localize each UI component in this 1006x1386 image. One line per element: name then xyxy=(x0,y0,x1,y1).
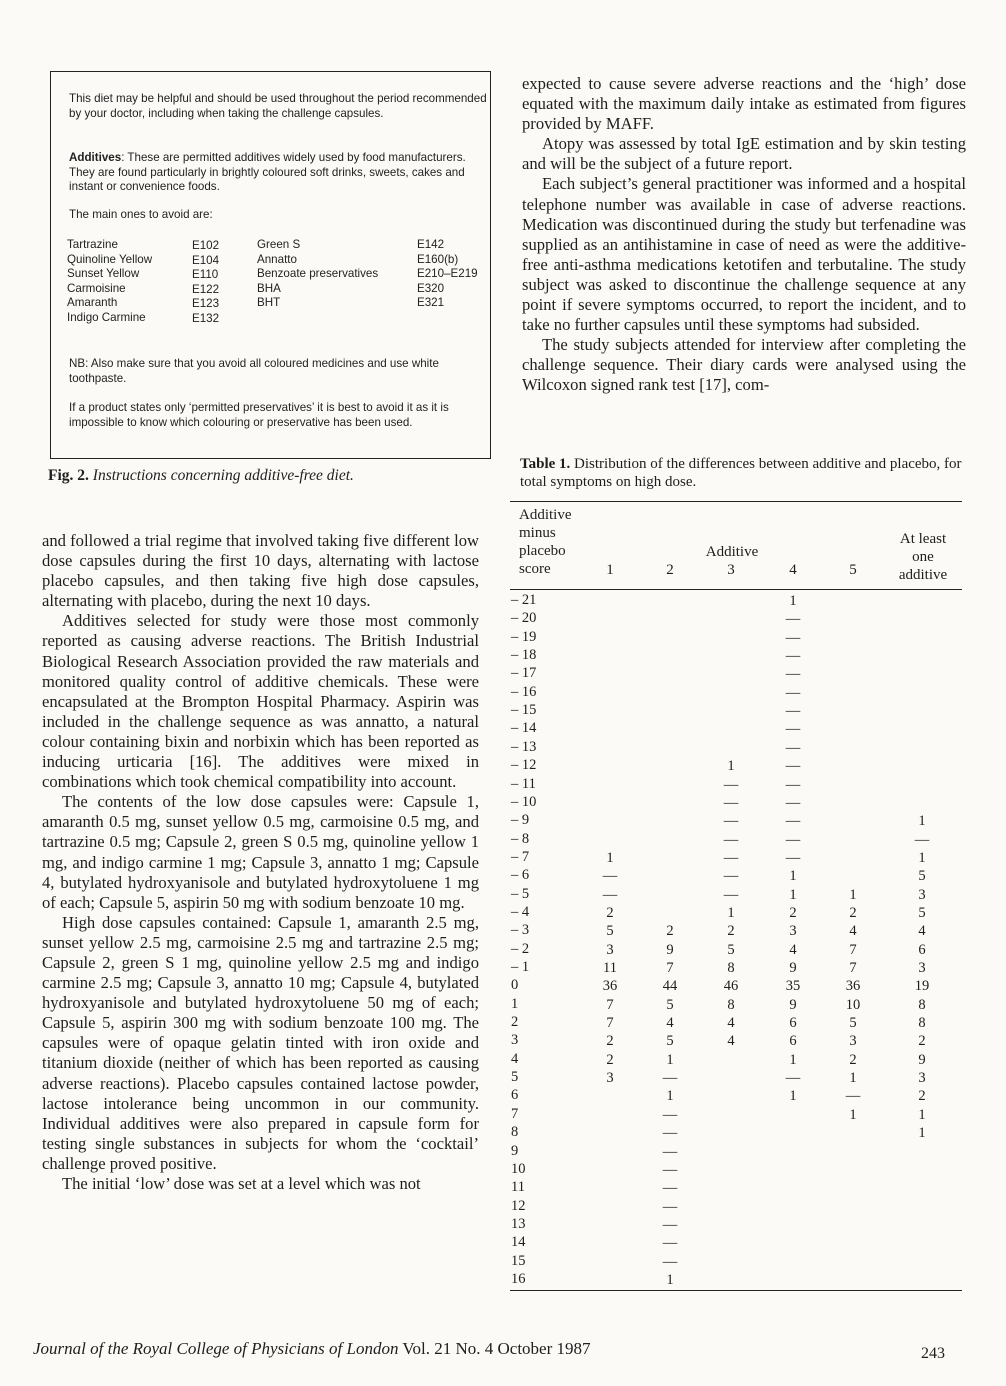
table-cell: 2 xyxy=(849,1051,857,1068)
table-cell: — xyxy=(785,739,801,756)
additive-name: Annatto xyxy=(257,252,297,266)
table-cell: 3 xyxy=(918,886,926,903)
table-cell: 3 xyxy=(849,1033,857,1050)
table-header-additive: Additive xyxy=(705,544,759,560)
right-paragraph-2: Atopy was assessed by total IgE estimation and by skin testing and will be the subject of a future report. xyxy=(522,134,966,174)
additive-code: E110 xyxy=(192,268,219,282)
table-cell: — xyxy=(723,886,739,903)
table-score-cell: 11 xyxy=(511,1179,525,1196)
table-score-cell: – 4 xyxy=(511,903,530,920)
table-cell: — xyxy=(662,1180,678,1197)
table-cell: 3 xyxy=(606,941,614,958)
table-cell: — xyxy=(785,1070,801,1087)
table-cell: 7 xyxy=(666,960,674,976)
right-paragraph-4: The study subjects attended for interview after completing the challenge sequence. Their diary cards were analysed using the Wilcoxon signed rank test [17], com- xyxy=(522,335,966,395)
table-cell: 11 xyxy=(603,960,617,976)
table-score-cell: – 21 xyxy=(511,592,537,608)
table-cell: 1 xyxy=(666,1271,674,1288)
additive-code: E132 xyxy=(192,311,220,325)
table-cell: — xyxy=(723,868,739,885)
table-cell: 10 xyxy=(845,996,861,1013)
table-cell: — xyxy=(723,813,739,830)
table-cell: — xyxy=(723,794,739,811)
table-score-cell: – 8 xyxy=(511,830,530,847)
additive-code: E142 xyxy=(417,238,445,251)
table-cell: 1 xyxy=(849,1070,857,1087)
figure-nb: NB: Also make sure that you avoid all coloured medicines and use white toothpaste. xyxy=(69,357,439,385)
additives-label: Additives xyxy=(69,151,122,164)
figure-caption-text: Instructions concerning additive-free diet. xyxy=(92,467,354,484)
figure-caption xyxy=(48,467,488,485)
table-score-cell: – 17 xyxy=(511,665,537,682)
table-cell: 1 xyxy=(666,1051,674,1068)
table-cell: 5 xyxy=(606,923,614,940)
right-paragraph-3: Each subject’s general practitioner was informed and a hospital telephone number was available in case of adverse reactions. Medication was discontinued during the study but terfenadine was supplied as an antihistamine in case of need as were the additive-free anti-asthma medications ketotifen and terbutaline. The study subject was asked to discontinue the challenge sequence at any point if severe symptoms occurred, to report the incident, and to take no further capsules until these symptoms had subsided. xyxy=(522,174,966,335)
table-cell: 7 xyxy=(849,941,857,958)
table-cell: — xyxy=(662,1143,678,1160)
left-paragraph-2: Additives selected for study were those most commonly reported as causing adverse reactions. The British Industrial Biological Research Association provided the raw materials and monitored quality control of additive chemicals. These were encapsulated at the Brompton Hospital Pharmacy. Aspirin was included in the challenge sequence as was annatto, a natural colour containing bixin and norbixin which has been reported as inducing urticaria [16]. The additives were mixed in combinations which took chemical compatibility into account. xyxy=(42,611,479,792)
table-cell: — xyxy=(602,886,618,903)
table-cell: 3 xyxy=(606,1070,614,1087)
table-bottom-rule xyxy=(510,1290,962,1291)
table-cell: 1 xyxy=(849,1106,857,1123)
table-cell: — xyxy=(662,1125,678,1142)
table-cell: — xyxy=(662,1161,678,1178)
table-title-label: Table 1. xyxy=(520,456,571,472)
table-cell: 8 xyxy=(727,960,735,976)
journal-name: Journal of the Royal College of Physicians of London xyxy=(33,1339,399,1358)
additive-name: Benzoate preservatives xyxy=(257,267,379,281)
table-header-col-4: 4 xyxy=(789,562,797,578)
table-score-cell: 9 xyxy=(511,1142,519,1159)
table-cell: 2 xyxy=(606,1051,614,1068)
table-header-col-2: 2 xyxy=(666,562,674,578)
table-cell: 2 xyxy=(606,904,614,921)
table-cell: 4 xyxy=(918,923,926,940)
table-score-cell: – 7 xyxy=(511,848,530,865)
table-score-cell: 8 xyxy=(511,1124,519,1141)
table-header-score: Additive minus placebo score xyxy=(519,507,572,577)
table-cell: — xyxy=(785,758,801,775)
additive-name: Sunset Yellow xyxy=(67,267,140,281)
table-cell: 2 xyxy=(666,923,674,940)
table-cell: 4 xyxy=(789,941,797,958)
table-score-cell: – 6 xyxy=(511,867,530,884)
table-cell: — xyxy=(785,831,801,848)
table-score-cell: 2 xyxy=(511,1014,519,1031)
table-cell: 2 xyxy=(849,904,857,921)
table-cell: 4 xyxy=(727,1015,735,1032)
table-cell: — xyxy=(785,684,801,701)
additive-code: E104 xyxy=(192,253,220,267)
table-score-cell: 1 xyxy=(511,995,519,1012)
table-cell: 5 xyxy=(849,1015,857,1032)
table-cell: 5 xyxy=(666,1033,674,1050)
table-cell: 3 xyxy=(789,923,797,940)
left-paragraph-3: The contents of the low dose capsules were: Capsule 1, amaranth 0.5 mg, sunset yellow 0.5 mg, carmoisine 0.5 mg, and tartrazine 0.5 mg; Capsule 2, green S 0.5 mg, quinoline yellow 1 mg, and indigo carmine 1 mg; Capsule 3, annatto 1 mg; Capsule 4, butylated hydroxyanisole and butylated hydroxytoluene 1 mg of each; Capsule 5, aspirin 50 mg with sodium benzoate 10 mg. xyxy=(42,792,479,912)
table-cell: 8 xyxy=(918,996,926,1013)
table-score-cell: – 5 xyxy=(511,885,530,902)
table-cell: — xyxy=(845,1088,861,1105)
table-cell: 1 xyxy=(606,849,614,866)
table-cell: 1 xyxy=(727,904,735,921)
table-header-col-3: 3 xyxy=(727,562,735,578)
additive-names-col2 xyxy=(257,238,378,311)
additive-name: BHA xyxy=(257,281,281,295)
additive-name: Tartrazine xyxy=(67,238,118,251)
table-cell: — xyxy=(723,831,739,848)
additive-code: E210–E219 xyxy=(417,267,478,281)
additive-code: E160(b) xyxy=(417,252,459,266)
table-cell: 2 xyxy=(918,1088,926,1105)
table-cell: 5 xyxy=(727,941,735,958)
table-cell: 1 xyxy=(666,1088,674,1105)
table-cell: — xyxy=(602,868,618,885)
table-score-cell: 3 xyxy=(511,1032,519,1049)
table-cell: — xyxy=(785,629,801,646)
table-cell: — xyxy=(785,703,801,720)
table-title xyxy=(520,456,966,491)
additive-code: E102 xyxy=(192,239,220,252)
table-cell: 5 xyxy=(666,996,674,1013)
table-cell: 6 xyxy=(789,1015,797,1032)
table-cell: 46 xyxy=(723,978,739,995)
table-score-cell: – 15 xyxy=(511,702,537,719)
left-column-text xyxy=(42,531,479,1194)
table-cell: 9 xyxy=(789,960,797,976)
table-cell: — xyxy=(785,849,801,866)
table-cell: — xyxy=(785,666,801,683)
table-cell: 2 xyxy=(918,1033,926,1050)
table-cell: — xyxy=(785,721,801,738)
table-cell: 1 xyxy=(918,1125,926,1142)
journal-issue: Vol. 21 No. 4 October 1987 xyxy=(398,1339,591,1358)
table-cell: — xyxy=(662,1235,678,1252)
table-cell: 1 xyxy=(918,813,926,830)
table-cell: 9 xyxy=(789,996,797,1013)
table-score-cell: 4 xyxy=(511,1050,519,1067)
table-cell: 3 xyxy=(918,1070,926,1087)
table-cell: — xyxy=(785,648,801,665)
additive-code: E123 xyxy=(192,297,220,311)
table-score-cell: – 18 xyxy=(511,647,537,664)
table-cell: 19 xyxy=(914,978,930,995)
table-header-col-1: 1 xyxy=(606,562,614,578)
table-score-cell: – 11 xyxy=(511,775,536,792)
table-score-cell: 15 xyxy=(511,1252,526,1269)
table-cell: — xyxy=(723,849,739,866)
additive-code: E320 xyxy=(417,281,445,295)
page-number: 243 xyxy=(921,1345,945,1362)
table-score-cell: – 10 xyxy=(511,793,537,810)
table-score-cell: – 19 xyxy=(511,628,537,645)
table-cell: 2 xyxy=(606,1033,614,1050)
table-title-text: Distribution of the differences between additive and placebo, for total symptoms on high dose. xyxy=(520,456,962,490)
table-cell: 7 xyxy=(606,996,614,1013)
table-cell: 6 xyxy=(789,1033,797,1050)
additive-code: E321 xyxy=(417,296,445,310)
table-cell: 7 xyxy=(606,1015,614,1032)
table-header-rule xyxy=(510,589,962,590)
table-score-cell: – 1 xyxy=(511,959,530,975)
table-cell: — xyxy=(785,776,801,793)
table-cell: 6 xyxy=(918,941,926,958)
table-cell: — xyxy=(723,776,739,793)
table-cell: 8 xyxy=(918,1015,926,1032)
table-score-cell: 5 xyxy=(511,1069,519,1086)
additive-name: Quinoline Yellow xyxy=(67,252,153,266)
figure-caption-label: Fig. 2. xyxy=(48,467,89,484)
table-cell: 3 xyxy=(918,960,926,976)
table-cell: 5 xyxy=(918,868,926,885)
table-cell: — xyxy=(785,813,801,830)
table-cell: 2 xyxy=(789,904,797,921)
table-cell: 4 xyxy=(849,923,857,940)
table-cell: 1 xyxy=(789,886,797,903)
table-score-cell: – 2 xyxy=(511,940,530,957)
table-score-cell: 6 xyxy=(511,1087,519,1104)
table-cell: 4 xyxy=(727,1033,735,1050)
table-cell: 35 xyxy=(785,978,801,995)
table-cell: 1 xyxy=(789,593,797,609)
figure-additives-paragraph xyxy=(69,151,489,195)
table-cell: — xyxy=(662,1070,678,1087)
additive-name: Carmoisine xyxy=(67,281,126,295)
table-score-cell: 13 xyxy=(511,1215,526,1232)
table-cell: — xyxy=(662,1216,678,1233)
table-cell: 1 xyxy=(849,886,857,903)
right-column-text xyxy=(522,74,966,396)
table-score-cell: – 3 xyxy=(511,922,530,939)
figure-intro: This diet may be helpful and should be used throughout the period recommended by your doctor, including when taking the challenge capsules. xyxy=(69,92,487,120)
table-score-cell: – 9 xyxy=(511,812,530,829)
table-cell: — xyxy=(785,794,801,811)
table-header-at-least-one: At least one additive xyxy=(898,531,948,583)
additives-text: : These are permitted additives widely used by food manufacturers. They are found particularly in brightly coloured soft drinks, sweets, cakes and instant or convenience foods. xyxy=(69,151,466,194)
table-header-col-5: 5 xyxy=(849,562,857,578)
table-score-cell: – 12 xyxy=(511,757,537,774)
table-cell: 1 xyxy=(918,1106,926,1123)
left-paragraph-5: The initial ‘low’ dose was set at a level which was not xyxy=(62,1174,421,1193)
table-cell: — xyxy=(914,831,930,848)
additive-codes-col2 xyxy=(417,238,478,311)
table-score-cell: 12 xyxy=(511,1197,526,1214)
table-top-rule xyxy=(510,501,962,502)
table-score-cell: – 20 xyxy=(511,610,537,627)
table-cell: 1 xyxy=(918,849,926,866)
table-cell: 7 xyxy=(849,960,857,976)
table-cell: 1 xyxy=(789,1088,797,1105)
table-score-cell: 14 xyxy=(511,1234,526,1251)
table-cell: 1 xyxy=(727,758,735,775)
additive-code: E122 xyxy=(192,282,220,296)
table-cell: — xyxy=(662,1106,678,1123)
figure-product-note: If a product states only ‘permitted preservatives’ it is best to avoid it as it is impossible to know which colouring or preservative has been used. xyxy=(69,401,449,429)
additive-name: BHT xyxy=(257,296,281,310)
journal-footer xyxy=(33,1339,591,1359)
right-paragraph-1: expected to cause severe adverse reactions and the ‘high’ dose equated with the maximum daily intake as estimated from figures provided by MAFF. xyxy=(522,74,966,134)
table-cell: — xyxy=(662,1198,678,1215)
table-cell: 1 xyxy=(789,1051,797,1068)
table-cell: — xyxy=(785,611,801,628)
table-score-cell: – 14 xyxy=(511,720,537,737)
table-cell: 1 xyxy=(789,868,797,885)
table-cell: 8 xyxy=(727,996,735,1013)
additive-name: Green S xyxy=(257,238,301,251)
table-score-cell: – 16 xyxy=(511,683,537,700)
table-cell: 9 xyxy=(666,941,674,958)
table-cell: 4 xyxy=(666,1015,674,1032)
table-cell: 36 xyxy=(845,978,861,995)
additive-codes-col1 xyxy=(192,239,219,327)
additive-name: Indigo Carmine xyxy=(67,310,146,324)
table-cell: 2 xyxy=(727,923,735,940)
table-score-cell: 16 xyxy=(511,1270,526,1287)
additive-name: Amaranth xyxy=(67,296,118,310)
table-cell: 44 xyxy=(662,978,678,995)
additive-names-col1 xyxy=(67,238,152,326)
table-cell: 36 xyxy=(602,978,618,995)
table-cell: — xyxy=(662,1253,678,1270)
table-cell: 9 xyxy=(918,1051,926,1068)
figure-box xyxy=(50,71,491,459)
left-paragraph-1: and followed a trial regime that involved taking five different low dose capsules during the first 10 days, alternating with lactose placebo capsules, and then taking five high dose capsules, alternating with placebo, during the next 10 days. xyxy=(42,531,479,611)
left-paragraph-4: High dose capsules contained: Capsule 1, amaranth 2.5 mg, sunset yellow 2.5 mg, carmoisine 2.5 mg and tartrazine 2.5 mg; Capsule 2, green S 1 mg, quinoline yellow 2.5 mg and indigo carmine 2.5 mg; Capsule 3, annatto 10 mg; Capsule 4, butylated hydroxyanisole and butylated hydroxytoluene 50 mg of each; Capsule 5, aspirin 300 mg with sodium benzoate 100 mg. The capsules were of opaque gelatin tinted with iron oxide and titanium dioxide (neither of which has been reported as causing adverse reactions). Placebo capsules contained lactose powder, lactose intolerance being uncommon in our community. Individual additives were also prepared in capsule form for testing single substances in subjects for whom the ‘cocktail’ challenge proved positive. xyxy=(42,912,479,1173)
table-score-cell: 10 xyxy=(511,1160,526,1177)
table-cell: 5 xyxy=(918,904,926,921)
table-score-cell: 0 xyxy=(511,977,519,994)
table-score-cell: – 13 xyxy=(511,738,537,755)
table-score-cell: 7 xyxy=(511,1105,519,1122)
figure-main-avoid: The main ones to avoid are: xyxy=(69,208,213,221)
